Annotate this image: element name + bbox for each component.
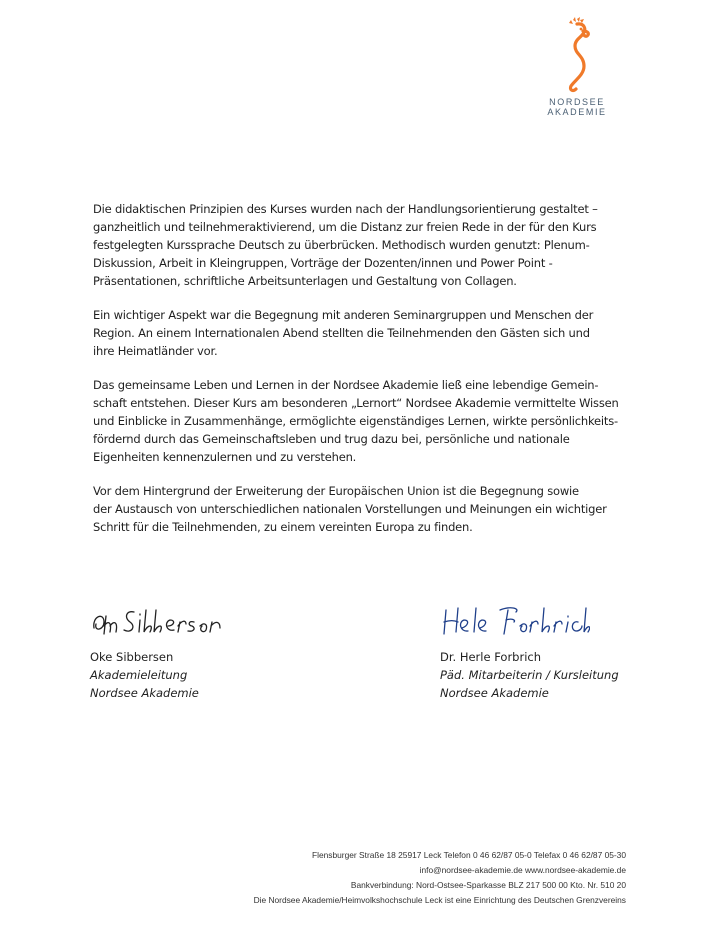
footer-address: Flensburger Straße 18 25917 Leck Telefon 0 46 62/87 05-0 Telefax 0 46 62/87 05-30 (312, 850, 626, 860)
footer-note: Die Nordsee Akademie/Heimvolkshochschule Leck ist eine Einrichtung des Deutschen Grenzvereins (253, 895, 626, 905)
text-line: Schritt für die Teilnehmenden, zu einem vereinten Europa zu finden. (93, 520, 473, 534)
signatory-right (440, 604, 619, 702)
signatory-role: Päd. Mitarbeiterin / Kursleitung (440, 668, 619, 682)
paragraph (93, 482, 641, 536)
letterhead-footer (254, 848, 626, 908)
footer-contact: info@nordsee-akademie.de www.nordsee-akademie.de (419, 865, 626, 875)
text-line: Präsentationen, schriftliche Arbeitsunterlagen und Gestaltung von Collagen. (93, 274, 517, 288)
text-line: Region. An einem Internationalen Abend stellten die Teilnehmenden den Gästen sich und (93, 326, 590, 340)
text-line: Ein wichtiger Aspekt war die Begegnung mit anderen Seminargruppen und Menschen der (93, 308, 594, 322)
seahorse-icon (557, 14, 597, 94)
text-line: Vor dem Hintergrund der Erweiterung der Europäischen Union ist die Begegnung sowie (93, 484, 579, 498)
paragraph (93, 200, 641, 290)
signature-sibbersen (90, 604, 260, 640)
text-line: ihre Heimatländer vor. (93, 344, 218, 358)
text-line: und Einblicke in Zusammenhänge, ermöglichte eigenständiges Lernen, wirkte persönlichkeits- (93, 414, 618, 428)
text-line: Eigenheiten kennenzulernen und zu verstehen. (93, 450, 357, 464)
text-line: festgelegten Kurssprache Deutsch zu überbrücken. Methodisch wurden genutzt: Plenum- (93, 238, 590, 252)
signatory-left (90, 604, 260, 702)
signature-forbrich (440, 604, 590, 640)
signatory-name: Oke Sibbersen (90, 650, 174, 664)
text-line: fördernd durch das Gemeinschaftsleben und trug dazu bei, persönliche und nationale (93, 432, 570, 446)
text-line: der Austausch von unterschiedlichen nationalen Vorstellungen und Meinungen ein wichtiger (93, 502, 607, 516)
text-line: Die didaktischen Prinzipien des Kurses wurden nach der Handlungsorientierung gestaltet – (93, 202, 598, 216)
paragraph (93, 306, 641, 360)
text-line: schaft entstehen. Dieser Kurs am besonderen „Lernort“ Nordsee Akademie vermittelte Wissen (93, 396, 619, 410)
signatory-organization: Nordsee Akademie (440, 686, 549, 700)
logo-wordmark: NORDSEE AKADEMIE (547, 97, 607, 117)
footer-bank: Bankverbindung: Nord-Ostsee-Sparkasse BLZ 217 500 00 Kto. Nr. 510 20 (350, 880, 626, 890)
signatory-organization: Nordsee Akademie (90, 686, 199, 700)
nordsee-akademie-logo (527, 14, 627, 117)
text-line: ganzheitlich und teilnehmeraktivierend, um die Distanz zur freien Rede in der für den Kurs (93, 220, 597, 234)
signatory-name: Dr. Herle Forbrich (440, 650, 542, 664)
paragraph (93, 376, 641, 466)
signatory-role: Akademieleitung (90, 668, 188, 682)
letter-body (93, 200, 641, 552)
text-line: Das gemeinsame Leben und Lernen in der Nordsee Akademie ließ eine lebendige Gemein- (93, 378, 599, 392)
text-line: Diskussion, Arbeit in Kleingruppen, Vorträge der Dozenten/innen und Power Point - (93, 256, 553, 270)
